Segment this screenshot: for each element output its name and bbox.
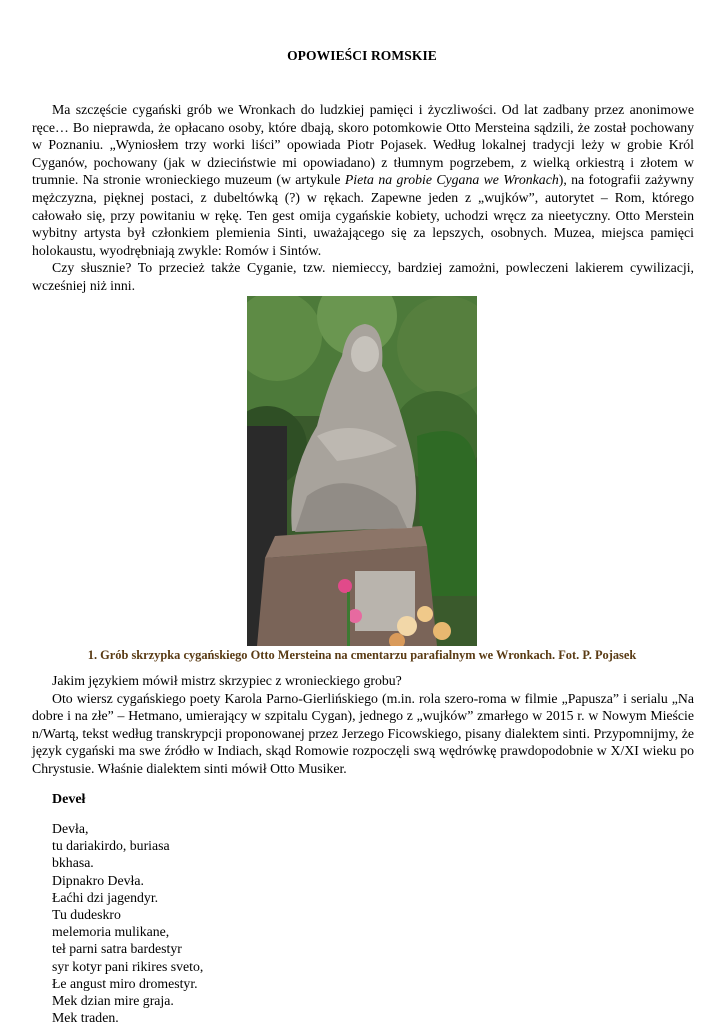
poem-line: teł parni satra bardestyr xyxy=(52,941,182,957)
poem-line: Łaćhi dzi jagendyr. xyxy=(52,889,159,905)
intro-paragraph-1: Ma szczęście cygański grób we Wronkach do ludzkiej pamięci i życzliwości. Od lat zadbany przez anonimowe ręce… Bo nieprawda, że opłacano osoby, które dbają, skoro potomkowie Otto Mersteina sądzili, że został pochowany w Poznaniu. „Wyniosłem trzy worki liści” opowiada Piotr Pojasek. Według lokalnej tradycji leży w grobie Król Cyganów, pochowany (jak w dzieciństwie mi opowiadano) z tłumnym pogrzebem, z wielką orkiestrą i złotem w trumnie. Na stronie wronieckiego muzeum (w artykule Pieta na grobie Cygana we Wronkach), na fotografii zażywny mężczyzna, pięknej postaci, z dubeltówką (?) w rękach. Zapewne jeden z „wujków”, autorytet – Rom, którego całowało się, przy powitaniu w rękę. Ten gest omija cygańskie kobiety, uchodzi wręcz za nieetyczny. Otto Merstein wybitny artysta był członkiem plemienia Sinti, uważającego się za lepszych, osobnych. Muzea, miejsca pamięci holokaustu, wyodrębniają zwykle: Romów i Sintów. xyxy=(32,102,694,258)
body-paragraph-1: Jakim językiem mówił mistrz skrzypiec z wronieckiego grobu? xyxy=(52,673,402,688)
poem-line: Devła, xyxy=(52,821,89,836)
body-paragraph-2: Oto wiersz cygańskiego poety Karola Parno-Gierlińskiego (m.in. rola szero-roma w filmie „Papusza” i serialu „Na dobre i na złe” – Hetmano, umierający w szpitalu Cygan), jednego z „wujków” zmarłego w 2015 r. w Nowym Mieście n/Wartą, tekst według transkrypcji proponowanej przez Jerzego Ficowskiego, pisany dialektem sinti. Przypomnijmy, że język cygański ma swe źródło w Indiach, skąd Romowie rozpoczęli swą wędrówkę prawdopodobnie w X/XI wieku po Chrystusie. Właśnie dialektem sinti mówił Otto Musiker. xyxy=(32,690,694,776)
poem-line: Tu dudeskro xyxy=(52,907,121,923)
poem-line: Łe angust miro dromestyr. xyxy=(52,975,198,991)
poem-lines xyxy=(52,820,203,1026)
poem-line: Mek dzian mire graja. xyxy=(52,993,174,1009)
page-title: OPOWIEŚCI ROMSKIE xyxy=(287,48,437,63)
grave-photo xyxy=(247,296,477,646)
photo-caption: 1. Grób skrzypka cygańskiego Otto Mersteina na cmentarzu parafialnym we Wronkach. Fot. P. Pojasek xyxy=(87,648,637,662)
intro-section xyxy=(32,101,694,295)
poem-line: tu dariakirdo, buriasa xyxy=(52,838,170,854)
poem-line: Mek traden. xyxy=(52,1010,119,1026)
intro-paragraph-2: Czy słusznie? To przecież także Cyganie, tzw. niemieccy, bardziej zamożni, powleczeni lakierem cywilizacji, wcześniej niż inni. xyxy=(32,260,694,293)
poem-line: Dipnakro Devła. xyxy=(52,872,144,888)
body-section xyxy=(32,672,694,778)
poem-line: bkhasa. xyxy=(52,855,94,871)
poem-line: syr kotyr pani rikires sveto, xyxy=(52,958,204,974)
poem-line: melemoria mulikane, xyxy=(52,924,170,940)
poem-title: Deveł xyxy=(52,792,86,807)
article-title: Pieta na grobie Cygana we Wronkach xyxy=(344,172,559,188)
